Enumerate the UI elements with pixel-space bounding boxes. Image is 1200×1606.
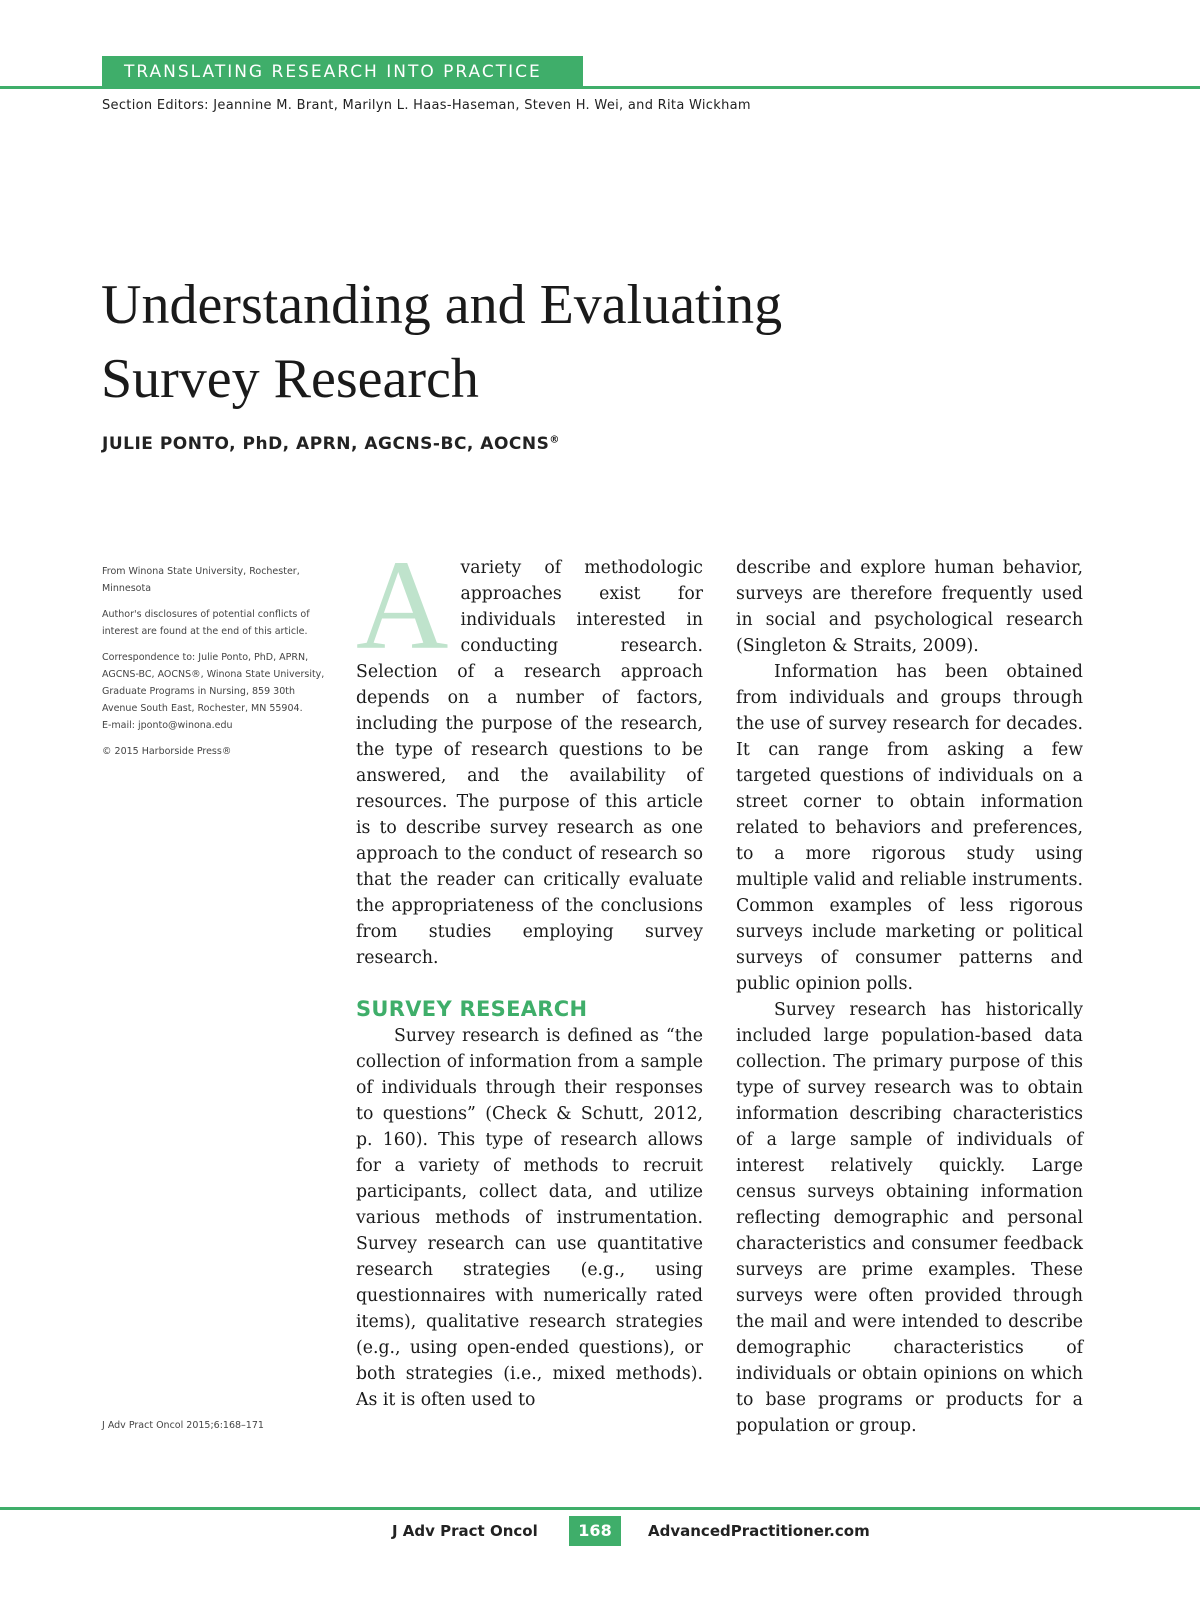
paragraph-1: Survey research is defined as “the collection of information from a sample of individuals through their responses to questions” (Check & Schutt, 2012, p. 160). This type of research allows for a variety of methods to recruit participants, collect data, and utilize various methods of instrumentation. Survey research can use quantitative research strategies (e.g., using questionnaires with numerically rated items), qualitative research strategies (e.g., using open-ended questions), or both strategies (i.e., mixed methods). As it is often used to [356, 1026, 703, 1410]
article-sidebar [102, 563, 330, 769]
article-title [101, 268, 1001, 416]
paragraph-3: Survey research has historically included large population-based data collection. The primary purpose of this type of survey research was to obtain information describing characteristics of a large sample of individuals of interest relatively quickly. Large census surveys obtaining information reflecting demographic and personal characteristics and consumer feedback surveys are prime examples. These surveys were often provided through the mail and were intended to describe demographic characteristics of individuals or obtain opinions on which to base programs or products for a population or group. [736, 1000, 1083, 1436]
body-column-1 [356, 534, 703, 1413]
page-number: 168 [569, 1516, 621, 1546]
paragraph-2: Information has been obtained from individuals and groups through the use of survey research for decades. It can range from asking a few targeted questions of individuals on a street corner to obtain information related to behaviors and preferences, to a more rigorous study using multiple valid and reliable instruments. Common examples of less rigorous surveys include marketing or political surveys of consumer patterns and public opinion polls. [736, 662, 1083, 994]
email[interactable]: E-mail: jponto@winona.edu [102, 720, 233, 731]
footer-website[interactable]: AdvancedPractitioner.com [648, 1522, 870, 1540]
paragraph-1-continued: describe and explore human behavior, surveys are therefore frequently used in social and psychological research (Singleton & Straits, 2009). [736, 558, 1083, 656]
title-line-2: Survey Research [101, 348, 479, 410]
section-banner: TRANSLATING RESEARCH INTO PRACTICE [102, 56, 583, 88]
drop-cap: A [356, 534, 449, 676]
intro-text: variety of methodologic approaches exist for individuals interested in conducting research. Selection of a research approach depends on a number of factors, including the purpose of the research, the type of research questions to be answered, and the availability of resources. The purpose of this article is to describe survey research as one approach to the conduct of research so that the reader can critically evaluate the appropriateness of the conclusions from studies employing survey research. [356, 558, 703, 968]
copyright: © 2015 Harborside Press® [102, 746, 232, 757]
footer-journal: J Adv Pract Oncol [392, 1522, 538, 1540]
section-heading: SURVEY RESEARCH [356, 997, 588, 1021]
author-byline [102, 434, 560, 454]
registered-mark: ® [549, 434, 560, 446]
affiliation: From Winona State University, Rochester, Minnesota [102, 566, 300, 594]
title-line-1: Understanding and Evaluating [101, 274, 783, 336]
correspondence: Correspondence to: Julie Ponto, PhD, APRN, AGCNS-BC, AOCNS®, Winona State University, Graduate Programs in Nursing, 859 30th Avenue South East, Rochester, MN 55904. [102, 652, 325, 714]
header-rule [0, 86, 1200, 89]
footer-rule [0, 1507, 1200, 1510]
section-editors: Section Editors: Jeannine M. Brant, Marilyn L. Haas-Haseman, Steven H. Wei, and Rita Wickham [102, 98, 751, 113]
body-column-2 [736, 555, 1083, 1439]
disclosure-note: Author's disclosures of potential conflicts of interest are found at the end of this article. [102, 609, 310, 637]
author-name: JULIE PONTO, PhD, APRN, AGCNS-BC, AOCNS [102, 434, 550, 454]
intro-paragraph [356, 534, 703, 971]
citation: J Adv Pract Oncol 2015;6:168–171 [102, 1420, 264, 1431]
